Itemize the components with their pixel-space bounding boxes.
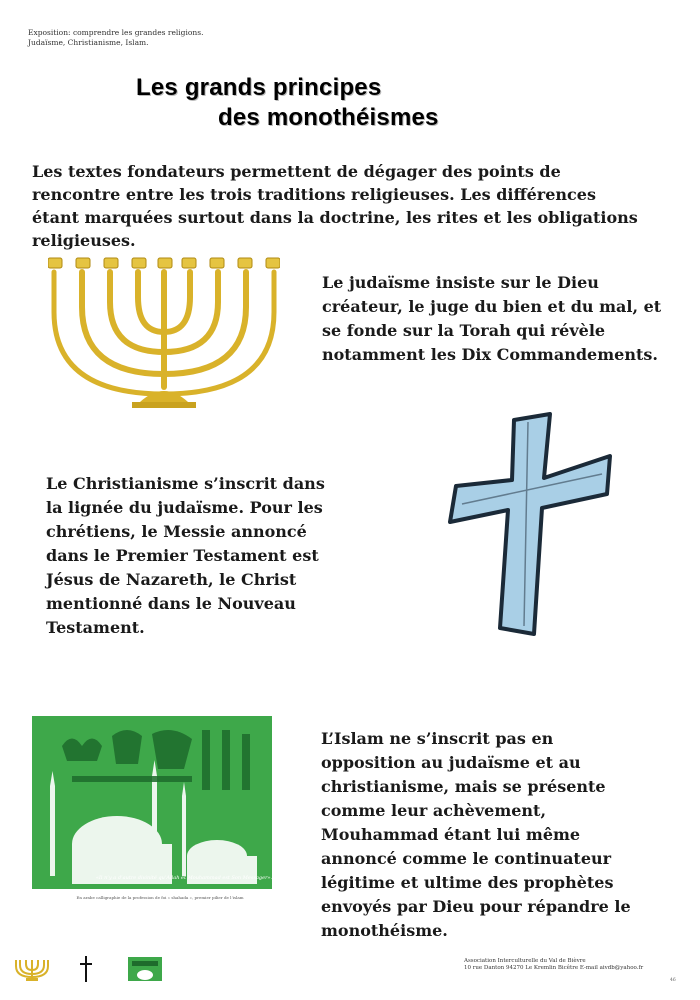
page-title-line-2: des monothéismes <box>218 104 439 131</box>
page-title-line-1: Les grands principes <box>136 74 382 101</box>
islam-small-icon <box>128 957 162 981</box>
footer-line-2: 10 rue Danton 94270 Le Kremlin Bicêtre E-mail aivdb@yahoo.fr <box>464 965 644 971</box>
judaism-paragraph: Le judaïsme insiste sur le Dieu créateur, le juge du bien et du mal, et se fonde sur la Torah qui révèle notamment les Dix Commandements. <box>322 273 662 364</box>
header-line-1: Exposition: comprendre les grandes religions. <box>28 28 204 37</box>
mosque-silhouette-icon <box>32 716 272 889</box>
footer-contact <box>464 958 643 972</box>
intro-paragraph: Les textes fondateurs permettent de dégager des points de rencontre entre les trois traditions religieuses. Les différences étant marquées surtout dans la doctrine, les rites et les obligations religieuses. <box>32 162 638 250</box>
menorah-icon <box>48 252 280 412</box>
cross-icon <box>442 410 617 640</box>
islam-calligraphy-image <box>32 716 272 889</box>
menorah-small-icon <box>14 956 50 982</box>
footer-line-1: Association Interculturelle du Val de Bièvre <box>464 958 586 964</box>
islam-paragraph: L’Islam ne s’inscrit pas en opposition au judaïsme et au christianisme, mais se présente comme leur achèvement, Mouhammad étant lui même annoncé comme le continuateur légitime et ultime des prophètes envoyés par Dieu pour répandre le monothéisme. <box>321 729 631 940</box>
islam-image-subcaption: En arabe calligraphie de la profession de foi « shahada », premier pilier de l’islam <box>76 895 244 900</box>
islam-image-caption: «Il n’y a d’autre divinité qu’Allah et Mouhammad est Son Messager». <box>95 875 272 881</box>
page-number: 46 <box>670 978 676 983</box>
cross-small-icon <box>80 956 92 982</box>
christianity-paragraph: Le Christianisme s’inscrit dans la lignée du judaïsme. Pour les chrétiens, le Messie annoncé dans le Premier Testament est Jésus de Nazareth, le Christ mentionné dans le Nouveau Testament. <box>46 474 325 637</box>
exhibition-header <box>28 28 203 48</box>
header-line-2: Judaïsme, Christianisme, Islam. <box>28 38 149 47</box>
